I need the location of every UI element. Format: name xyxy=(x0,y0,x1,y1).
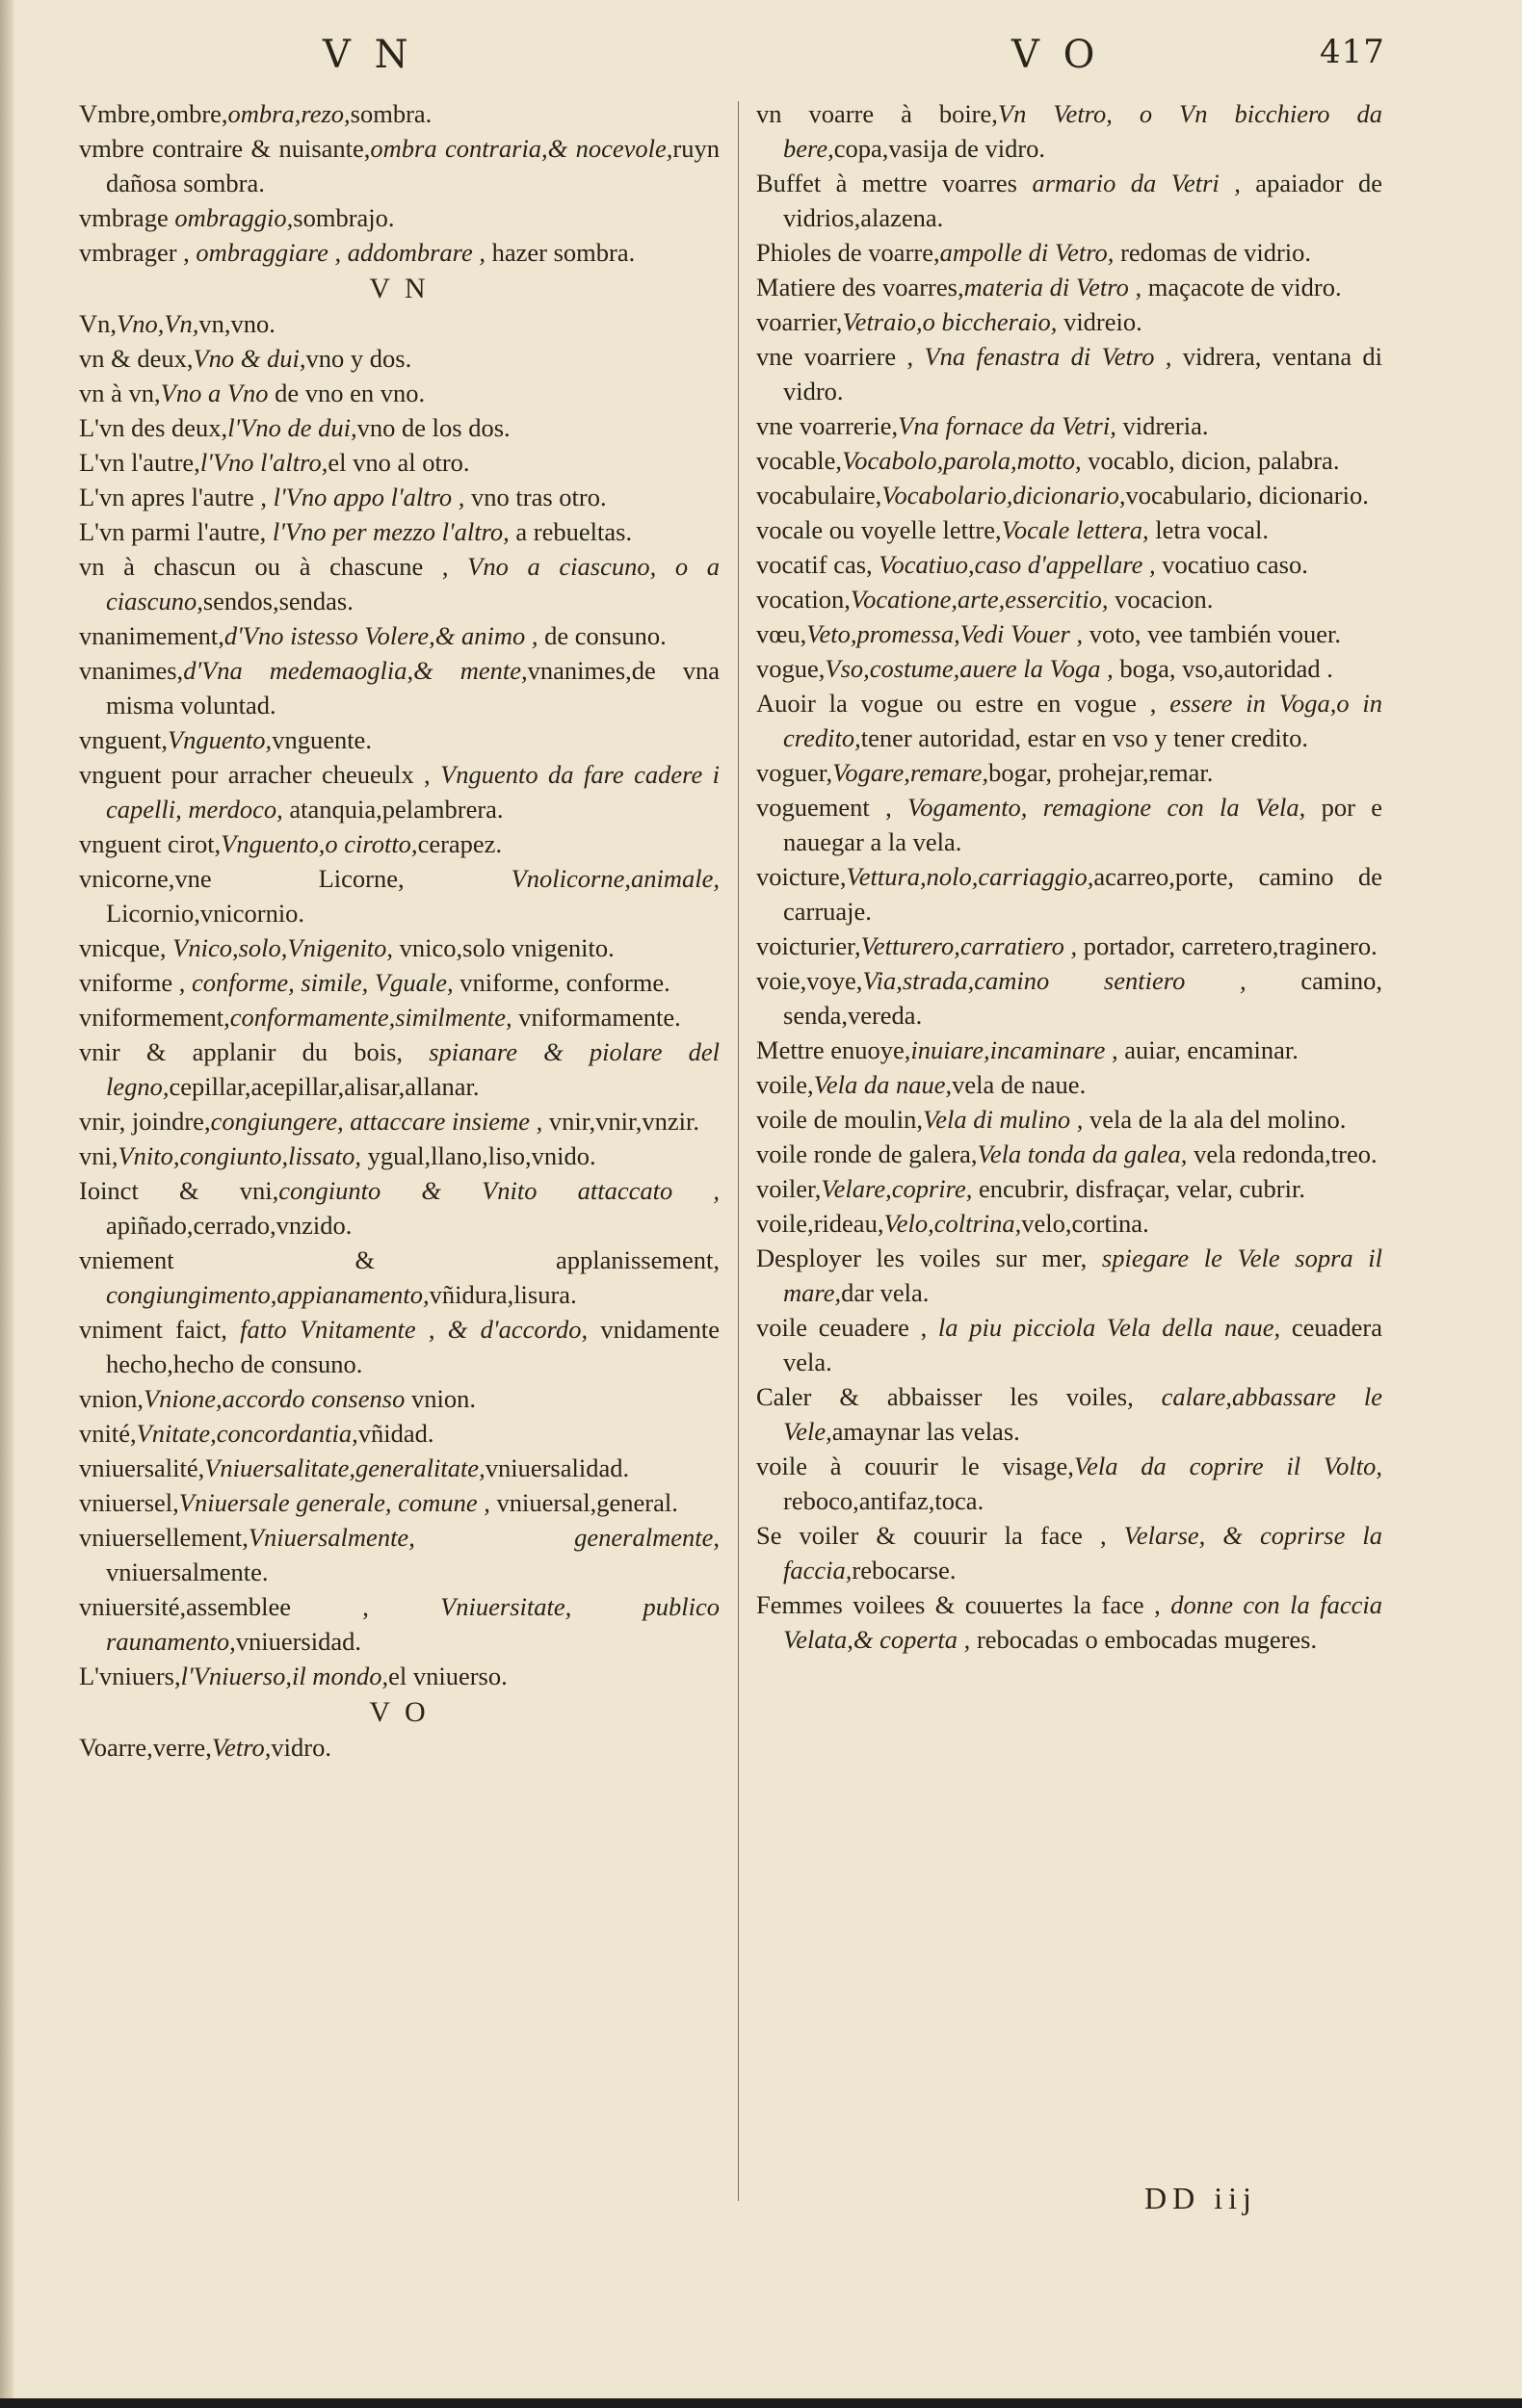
dictionary-entry xyxy=(79,653,720,722)
entry-italian: Vogamento, remagione con la Vela, xyxy=(907,793,1306,822)
entry-italian: ombraggio, xyxy=(174,203,294,232)
entry-spanish: vocabulario, dicionario. xyxy=(1125,481,1369,510)
vo-entries xyxy=(79,1730,720,1765)
entry-italian: Vnguento da fare cadere i capelli, merdoco, xyxy=(106,760,720,824)
entry-french: vmbrage xyxy=(79,203,175,232)
entry-french: L'vn parmi l'autre, xyxy=(79,517,273,546)
entry-italian: ampolle di Vetro, xyxy=(939,238,1115,267)
entry-italian: Vetturero,carratiero , xyxy=(860,931,1078,960)
entry-spanish: camino, senda,vereda. xyxy=(783,966,1383,1030)
entry-italian: Veto,promessa,Vedi Vouer , xyxy=(806,619,1084,648)
entry-french: voile ronde de galera, xyxy=(756,1139,978,1168)
entry-french: vnion, xyxy=(79,1384,144,1413)
dictionary-entry xyxy=(756,1067,1382,1102)
entry-french: voie,voye, xyxy=(756,966,863,995)
dictionary-entry xyxy=(79,376,720,410)
entry-italian: Velarse, & coprirse la faccia, xyxy=(783,1521,1383,1584)
dictionary-entry xyxy=(79,96,720,131)
dictionary-entry xyxy=(756,270,1382,304)
entry-italian: Velare,coprire, xyxy=(821,1174,973,1203)
entry-french: voile à couurir le visage, xyxy=(756,1452,1074,1480)
entry-italian: ombra,rezo, xyxy=(227,99,351,128)
entry-spanish: vidreria. xyxy=(1115,411,1209,440)
entry-italian: congiungere, attaccare insieme , xyxy=(210,1107,543,1136)
entry-french: voile,rideau, xyxy=(756,1209,884,1238)
dictionary-entry xyxy=(756,547,1382,582)
entry-italian: Vnolicorne,animale, xyxy=(511,864,720,893)
entry-italian: donne con la faccia Velata,& coperta , xyxy=(783,1590,1382,1654)
dictionary-entry xyxy=(756,408,1382,443)
entry-french: voguement , xyxy=(756,793,908,822)
entry-french: L'vn apres l'autre , xyxy=(79,483,274,511)
entry-french: vni, xyxy=(79,1141,118,1170)
entry-french: Phioles de voarre, xyxy=(756,238,940,267)
entry-spanish: encubrir, disfraçar, velar, cubrir. xyxy=(972,1174,1305,1203)
entry-italian: Vocabolo,parola,motto, xyxy=(842,446,1082,475)
entry-italian: Vnione,accordo consenso xyxy=(144,1384,406,1413)
entry-spanish: cepillar,acepillar,alisar,allanar. xyxy=(169,1072,480,1101)
dictionary-entry xyxy=(79,549,720,618)
entry-spanish: rebocadas o embocadas mugeres. xyxy=(970,1625,1318,1654)
entry-italian: inuiare,incaminare , xyxy=(910,1035,1118,1064)
entry-spanish: vn,vno. xyxy=(198,309,276,338)
dictionary-entry xyxy=(79,1589,720,1659)
entry-french: vn & deux, xyxy=(79,344,194,373)
entry-italian: Vniuersalitate,generalitate, xyxy=(204,1453,485,1482)
entry-spanish: vnguente. xyxy=(272,725,372,754)
entry-spanish: sendos,sendas. xyxy=(202,587,354,615)
entry-italian: Vettura,nolo,carriaggio, xyxy=(846,862,1094,891)
vn-entries xyxy=(79,306,720,1693)
entry-french: Buffet à mettre voarres xyxy=(756,169,1033,197)
entry-french: vocatif cas, xyxy=(756,550,879,579)
entry-french: vnir, joindre, xyxy=(79,1107,211,1136)
entry-french: vniuersellement, xyxy=(79,1523,249,1552)
entry-french: vnanimement, xyxy=(79,621,224,650)
entry-spanish: vno y dos. xyxy=(305,344,412,373)
entry-italian: ombra contraria,& nocevole, xyxy=(370,134,673,163)
entry-italian: Vno & dui, xyxy=(193,344,306,373)
entry-spanish: ceuadera vela. xyxy=(783,1313,1382,1376)
dictionary-entry xyxy=(756,443,1382,478)
entry-italian: Vetro, xyxy=(211,1733,272,1762)
entry-spanish: apiñado,cerrado,vnzido. xyxy=(106,1211,353,1240)
entry-french: Matiere des voarres, xyxy=(756,273,964,301)
dictionary-entry xyxy=(79,200,720,235)
entry-spanish: maçacote de vidro. xyxy=(1142,273,1342,301)
entry-spanish: rebocarse. xyxy=(852,1556,957,1584)
dictionary-entry xyxy=(756,1587,1382,1657)
section-heading-vo: V O xyxy=(369,1696,430,1728)
entry-french: vnguent pour arracher cheueulx , xyxy=(79,760,441,789)
entry-french: vniuersel, xyxy=(79,1488,179,1517)
entry-italian: d'Vno istesso Volere,& animo , xyxy=(223,621,538,650)
dictionary-entry xyxy=(756,512,1382,547)
entry-spanish: boga, vso,autoridad . xyxy=(1113,654,1333,683)
entry-spanish: vela de naue. xyxy=(952,1070,1087,1099)
entry-spanish: de vno en vno. xyxy=(268,379,426,407)
entry-italian: materia di Vetro , xyxy=(963,273,1142,301)
entry-french: vocable, xyxy=(756,446,843,475)
entry-italian: Vela da coprire il Volto, xyxy=(1073,1452,1382,1480)
dictionary-entry xyxy=(756,1241,1382,1310)
entry-french: Desployer les voiles sur mer, xyxy=(756,1243,1102,1272)
entry-spanish: vnanimes,de vna misma voluntad. xyxy=(106,656,720,720)
entry-italian: Vn Vetro, o Vn bicchiero da bere, xyxy=(783,99,1383,163)
dictionary-entry xyxy=(756,616,1382,651)
entry-french: vmbre contraire & nuisante, xyxy=(79,134,371,163)
entry-italian: Velo,coltrina, xyxy=(883,1209,1022,1238)
entry-italian: Vna fornace da Vetri, xyxy=(898,411,1116,440)
entry-french: vn à chascun ou à chascune , xyxy=(79,552,468,581)
dictionary-entry xyxy=(79,930,720,965)
entry-italian: ombraggiare , addombrare , xyxy=(196,238,485,267)
entry-spanish: vocatiuo caso. xyxy=(1155,550,1308,579)
entry-spanish: copa,vasija de vidro. xyxy=(833,134,1046,163)
entry-french: vniment faict, xyxy=(79,1315,241,1344)
entry-spanish: apaiador de vidrios,alazena. xyxy=(783,169,1382,232)
entry-spanish: voto, vee también vouer. xyxy=(1083,619,1341,648)
entry-spanish: auiar, encaminar. xyxy=(1117,1035,1299,1064)
entry-spanish: atanquia,pelambrera. xyxy=(282,795,504,824)
entry-italian: l'Vno l'altro, xyxy=(199,448,328,477)
entry-italian: Vela da naue, xyxy=(813,1070,953,1099)
dictionary-entry xyxy=(756,96,1382,166)
dictionary-entry xyxy=(79,306,720,341)
entry-spanish: vidreio. xyxy=(1057,307,1142,336)
dictionary-entry xyxy=(79,826,720,861)
entry-spanish: bogar, prohejar,remar. xyxy=(988,758,1214,787)
entry-spanish: velo,cortina. xyxy=(1021,1209,1149,1238)
entry-spanish: vela de la ala del molino. xyxy=(1083,1105,1347,1134)
right-running-head: V O xyxy=(1011,33,1101,77)
right-column xyxy=(756,96,1382,1657)
entry-french: vn voarre à boire, xyxy=(756,99,998,128)
entry-spanish: vocablo, dicion, palabra. xyxy=(1081,446,1340,475)
dictionary-entry xyxy=(79,1104,720,1139)
entry-spanish: amaynar las velas. xyxy=(831,1417,1020,1446)
entry-italian: Vna fenastra di Vetro , xyxy=(924,342,1172,371)
entry-italian: Vno a ciascuno, o a ciascuno, xyxy=(106,552,721,615)
entry-italian: Vetraio,o biccheraio, xyxy=(842,307,1058,336)
column-rule xyxy=(738,101,739,2201)
dictionary-entry xyxy=(79,1381,720,1416)
entry-italian: spianare & piolare del legno, xyxy=(106,1037,720,1101)
entry-spanish: vno de los dos. xyxy=(356,413,511,442)
entry-spanish: vniuersal,general. xyxy=(489,1488,678,1517)
dictionary-entry xyxy=(79,1451,720,1485)
entry-french: vocale ou voyelle lettre, xyxy=(756,515,1002,544)
right-entries xyxy=(756,96,1382,1657)
entry-french: L'vn des deux, xyxy=(79,413,228,442)
dictionary-entry xyxy=(756,755,1382,790)
dictionary-entry xyxy=(756,304,1382,339)
dictionary-entry xyxy=(756,339,1382,408)
entry-spanish: cerapez. xyxy=(417,829,503,858)
entry-spanish: ruyn dañosa sombra. xyxy=(106,134,720,197)
dictionary-entry xyxy=(756,1449,1382,1518)
dictionary-entry xyxy=(756,1518,1382,1587)
entry-french: vnité, xyxy=(79,1419,137,1448)
entry-french: vnguent, xyxy=(79,725,168,754)
entry-italian: Vocatiuo,caso d'appellare , xyxy=(879,550,1156,579)
entry-french: vmbrager , xyxy=(79,238,197,267)
entry-french: Se voiler & couurir la face , xyxy=(756,1521,1124,1550)
entry-french: vogue, xyxy=(756,654,826,683)
entry-spanish: hazer sombra. xyxy=(485,238,636,267)
entry-spanish: vidro. xyxy=(271,1733,331,1762)
dictionary-entry xyxy=(756,790,1382,859)
entry-spanish: el vniuerso. xyxy=(388,1662,508,1690)
entry-french: voile ceuadere , xyxy=(756,1313,938,1342)
entry-italian: Vogare,remare, xyxy=(832,758,989,787)
dictionary-entry xyxy=(79,722,720,757)
entry-spanish: tener autoridad, estar en vso y tener credito. xyxy=(860,723,1309,752)
dictionary-entry xyxy=(79,1416,720,1451)
dictionary-entry xyxy=(79,618,720,653)
entry-italian: congiungimento,appianamento, xyxy=(106,1280,430,1309)
entry-spanish: acarreo,porte, camino de carruaje. xyxy=(783,862,1382,926)
entry-italian: conformamente,similmente, xyxy=(229,1003,512,1032)
dictionary-entry xyxy=(79,235,720,270)
entry-italian: Vniuersitate, publico raunamento, xyxy=(106,1592,720,1656)
dictionary-entry xyxy=(79,1000,720,1034)
dictionary-entry xyxy=(79,445,720,480)
entry-spanish: vniuersalmente. xyxy=(106,1557,269,1586)
dictionary-entry xyxy=(79,514,720,549)
entry-french: Vn, xyxy=(79,309,118,338)
dictionary-entry xyxy=(756,963,1382,1033)
dictionary-entry xyxy=(756,1206,1382,1241)
entry-french: voicture, xyxy=(756,862,847,891)
entry-french: vnir & applanir du bois, xyxy=(79,1037,430,1066)
entry-spanish: vniformamente. xyxy=(512,1003,681,1032)
entry-spanish: vocacion. xyxy=(1108,585,1214,614)
entry-french: vniuersité,assemblee , xyxy=(79,1592,441,1621)
entry-italian: Vno,Vn, xyxy=(117,309,199,338)
section-heading-vn: V N xyxy=(369,273,430,304)
entry-italian: l'Vniuerso,il mondo, xyxy=(180,1662,389,1690)
entry-italian: l'Vno per mezzo l'altro, xyxy=(272,517,510,546)
entry-french: vniuersalité, xyxy=(79,1453,205,1482)
entry-spanish: dar vela. xyxy=(841,1278,930,1307)
dictionary-entry xyxy=(79,1139,720,1173)
dictionary-entry xyxy=(756,1137,1382,1171)
entry-french: vœu, xyxy=(756,619,807,648)
entry-italian: Vso,costume,auere la Voga , xyxy=(825,654,1114,683)
entry-italian: armario da Vetri , xyxy=(1032,169,1241,197)
entry-french: vniforme , xyxy=(79,968,193,997)
entry-french: vniement & applanissement, xyxy=(79,1245,720,1274)
entry-french: vne voarrerie, xyxy=(756,411,899,440)
entry-french: Voarre,verre, xyxy=(79,1733,212,1762)
entry-italian: Vocabolario,dicionario, xyxy=(881,481,1126,510)
dictionary-entry xyxy=(79,1485,720,1520)
entry-french: voile, xyxy=(756,1070,814,1099)
entry-french: vniformement, xyxy=(79,1003,230,1032)
dictionary-entry xyxy=(756,1310,1382,1379)
entry-italian: Vela tonda da galea, xyxy=(977,1139,1188,1168)
entry-italian: Vocale lettera, xyxy=(1001,515,1149,544)
entry-spanish: ygual,llano,liso,vnido. xyxy=(361,1141,596,1170)
entry-french: Ioinct & vni, xyxy=(79,1176,279,1205)
entry-french: L'vn l'autre, xyxy=(79,448,200,477)
dictionary-entry xyxy=(79,410,720,445)
entry-spanish: vnico,solo vnigenito. xyxy=(393,933,615,962)
dictionary-entry xyxy=(79,861,720,930)
entry-spanish: por e nauegar a la vela. xyxy=(783,793,1383,856)
dictionary-entry xyxy=(756,166,1382,235)
entry-italian: la piu picciola Vela della naue, xyxy=(937,1313,1281,1342)
entry-italian: l'Vno de dui, xyxy=(227,413,357,442)
entry-spanish: reboco,antifaz,toca. xyxy=(783,1486,984,1515)
entry-italian: l'Vno appo l'altro , xyxy=(273,483,465,511)
entry-spanish: Licornio,vnicornio. xyxy=(106,899,305,928)
entry-french: Vmbre,ombre, xyxy=(79,99,228,128)
entry-italian: Vnico,solo,Vnigenito, xyxy=(172,933,394,962)
entry-spanish: vnidamente hecho,hecho de consuno. xyxy=(106,1315,720,1378)
entry-spanish: vñidura,lisura. xyxy=(429,1280,577,1309)
entry-french: vnguent cirot, xyxy=(79,829,222,858)
entry-french: voguer, xyxy=(756,758,833,787)
entry-italian: d'Vna medemaoglia,& mente, xyxy=(183,656,528,685)
entry-italian: Vela di mulino , xyxy=(922,1105,1084,1134)
entry-spanish: vniuersidad. xyxy=(235,1627,361,1656)
dictionary-entry xyxy=(79,965,720,1000)
dictionary-entry xyxy=(756,478,1382,512)
entry-french: L'vniuers, xyxy=(79,1662,181,1690)
entry-spanish: sombrajo. xyxy=(293,203,395,232)
dictionary-entry xyxy=(756,235,1382,270)
left-running-head: V N xyxy=(323,33,414,77)
dictionary-entry xyxy=(79,1730,720,1765)
dictionary-entry xyxy=(79,1243,720,1312)
entry-italian: spiegare le Vele sopra il mare, xyxy=(783,1243,1382,1307)
dictionary-entry xyxy=(756,582,1382,616)
entry-spanish: de consuno. xyxy=(538,621,667,650)
entry-french: vnicorne,vne Licorne, xyxy=(79,864,512,893)
entry-french: vocabulaire, xyxy=(756,481,882,510)
dictionary-entry xyxy=(79,341,720,376)
dictionary-entry xyxy=(79,1312,720,1381)
intro-entries xyxy=(79,96,720,270)
dictionary-entry xyxy=(756,651,1382,686)
entry-french: voicturier, xyxy=(756,931,861,960)
entry-french: vocation, xyxy=(756,585,851,614)
entry-french: voile de moulin, xyxy=(756,1105,923,1134)
entry-italian: Vnito,congiunto,lissato, xyxy=(118,1141,361,1170)
entry-italian: calare,abbassare le Vele, xyxy=(783,1382,1382,1446)
entry-italian: Vno a Vno xyxy=(160,379,269,407)
dictionary-entry xyxy=(756,1102,1382,1137)
entry-spanish: vno tras otro. xyxy=(464,483,607,511)
entry-spanish: vniuersalidad. xyxy=(485,1453,630,1482)
entry-spanish: vniforme, conforme. xyxy=(453,968,670,997)
dictionary-entry xyxy=(79,1659,720,1693)
entry-italian: fatto Vnitamente , & d'accordo, xyxy=(240,1315,589,1344)
dictionary-entry xyxy=(79,1520,720,1589)
dictionary-entry xyxy=(79,131,720,200)
entry-french: Caler & abbaisser les voiles, xyxy=(756,1382,1162,1411)
entry-spanish: vidrera, ventana di vidro. xyxy=(783,342,1382,406)
dictionary-entry xyxy=(79,1034,720,1104)
entry-french: Mettre enuoye, xyxy=(756,1035,911,1064)
entry-italian: essere in Voga,o in credito, xyxy=(783,689,1383,752)
entry-french: vn à vn, xyxy=(79,379,161,407)
entry-spanish: vñidad. xyxy=(357,1419,434,1448)
entry-french: Auoir la vogue ou estre en vogue , xyxy=(756,689,1170,718)
dictionary-entry xyxy=(756,1033,1382,1067)
entry-spanish: vnir,vnir,vnzir. xyxy=(542,1107,699,1136)
entry-french: voiler, xyxy=(756,1174,822,1203)
dictionary-entry xyxy=(79,1173,720,1243)
entry-spanish: vela redonda,treo. xyxy=(1187,1139,1378,1168)
dictionary-entry xyxy=(79,757,720,826)
entry-italian: Vniuersalmente, generalmente, xyxy=(248,1523,720,1552)
entry-italian: Vnguento, xyxy=(168,725,273,754)
entry-french: vnanimes, xyxy=(79,656,184,685)
entry-spanish: portador, carretero,traginero. xyxy=(1077,931,1378,960)
page-number: 417 xyxy=(1320,33,1385,71)
dictionary-entry xyxy=(756,1379,1382,1449)
dictionary-entry xyxy=(756,686,1382,755)
entry-french: Femmes voilees & couuertes la face , xyxy=(756,1590,1171,1619)
entry-spanish: vnion. xyxy=(405,1384,476,1413)
entry-spanish: sombra. xyxy=(350,99,433,128)
entry-french: vnicque, xyxy=(79,933,173,962)
entry-french: vne voarriere , xyxy=(756,342,925,371)
entry-spanish: letra vocal. xyxy=(1148,515,1269,544)
dictionary-entry xyxy=(756,859,1382,929)
entry-spanish: a rebueltas. xyxy=(509,517,633,546)
entry-italian: Vnitate,concordantia, xyxy=(136,1419,358,1448)
entry-italian: Via,strada,camino sentiero , xyxy=(862,966,1246,995)
entry-spanish: redomas de vidrio. xyxy=(1114,238,1312,267)
dictionary-entry xyxy=(756,929,1382,963)
signature-mark: DD iij xyxy=(1144,2181,1257,2215)
entry-italian: conforme, simile, Vguale, xyxy=(192,968,454,997)
entry-italian: Vnguento,o cirotto, xyxy=(221,829,418,858)
entry-italian: Vocatione,arte,essercitio, xyxy=(850,585,1109,614)
dictionary-entry xyxy=(79,480,720,514)
entry-french: voarrier, xyxy=(756,307,843,336)
dictionary-entry xyxy=(756,1171,1382,1206)
entry-italian: congiunto & Vnito attaccato , xyxy=(278,1176,721,1205)
entry-italian: Vniuersale generale, comune , xyxy=(178,1488,490,1517)
entry-spanish: el vno al otro. xyxy=(328,448,470,477)
left-column xyxy=(79,96,720,1765)
